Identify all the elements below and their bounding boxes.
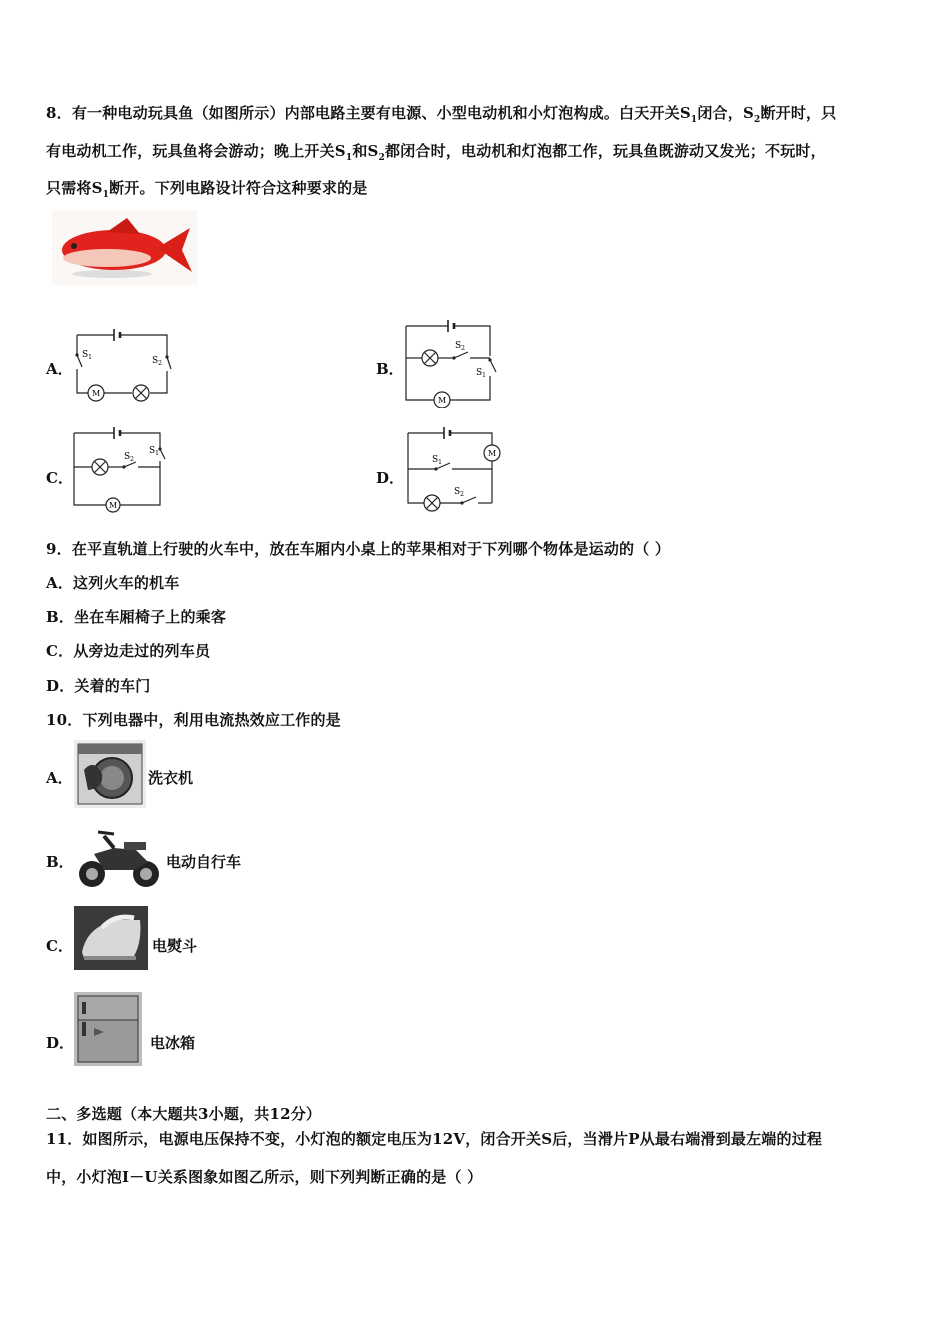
q11-stem-line1: 11．如图所示，电源电压保持不变，小灯泡的额定电压为12V，闭合开关S后，当滑片P从最右端滑到最左端的过程 (46, 1130, 823, 1148)
q8-circuit-d (402, 425, 507, 517)
q8-stem-line1: 8．有一种电动玩具鱼（如图所示）内部电路主要有电源、小型电动机和小灯泡构成。白天开关$S_1$闭合，$S_2$断开时，只 (46, 104, 837, 125)
q9-stem: 9．在平直轨道上行驶的火车中，放在车厢内小桌上的苹果相对于下列哪个物体是运动的（ ） (46, 540, 671, 558)
switch-s1-label: $S_1$ (82, 350, 92, 361)
q10-option-a-text: 洗衣机 (148, 769, 194, 787)
washing-machine-image (74, 740, 146, 808)
motor-label: M (488, 449, 497, 458)
switch-s1-label: $S_1$ (149, 446, 159, 457)
motor-label: M (92, 389, 101, 398)
q10-stem: 10．下列电器中，利用电流热效应工作的是 (46, 711, 341, 729)
switch-s2-label: $S_2$ (152, 356, 162, 367)
electric-iron-image (74, 906, 148, 970)
motor-label: M (438, 396, 447, 405)
switch-s2-label: $S_2$ (454, 487, 464, 498)
section-2-title: 二、多选题（本大题共3小题，共12分） (46, 1105, 322, 1123)
q10-option-c-label: C． (46, 937, 73, 955)
electric-bike-image (74, 824, 164, 892)
q10-option-b-label: B． (46, 853, 74, 871)
q8-option-c-label: C． (46, 469, 73, 487)
motor-label: M (109, 501, 118, 510)
toy-fish-image (52, 210, 197, 285)
q9-option-c: C．从旁边走过的列车员 (46, 642, 211, 660)
q11-stem-line2: 中，小灯泡I－U关系图象如图乙所示，则下列判断正确的是（ ） (46, 1168, 483, 1186)
q8-circuit-c (70, 425, 170, 515)
switch-s1-label: $S_1$ (432, 455, 442, 466)
q9-option-d: D．关着的车门 (46, 677, 151, 695)
switch-s2-label: $S_2$ (455, 341, 465, 352)
q9-option-a: A．这列火车的机车 (46, 574, 180, 592)
q8-stem-line3: 只需将$S_1$断开。下列电路设计符合这种要求的是 (46, 179, 368, 200)
q8-option-a-label: A． (46, 360, 73, 378)
q9-option-b: B．坐在车厢椅子上的乘客 (46, 608, 227, 626)
q10-option-a-label: A． (46, 769, 73, 787)
q8-circuit-b (402, 318, 502, 408)
q10-option-d-text: 电冰箱 (150, 1034, 196, 1052)
q8-stem-line2: 有电动机工作，玩具鱼将会游动；晚上开关$S_1$和$S_2$都闭合时，电动机和灯泡都工作，玩具鱼既游动又发光；不玩时， (46, 142, 826, 163)
switch-s1-label: $S_1$ (476, 368, 486, 379)
q8-option-d-label: D． (376, 469, 405, 487)
q10-option-b-text: 电动自行车 (166, 853, 242, 871)
refrigerator-image (74, 992, 142, 1066)
q8-circuit-a (70, 325, 180, 405)
q8-option-b-label: B． (376, 360, 404, 378)
q10-option-c-text: 电熨斗 (152, 937, 198, 955)
switch-s2-label: $S_2$ (124, 452, 134, 463)
q10-option-d-label: D． (46, 1034, 75, 1052)
